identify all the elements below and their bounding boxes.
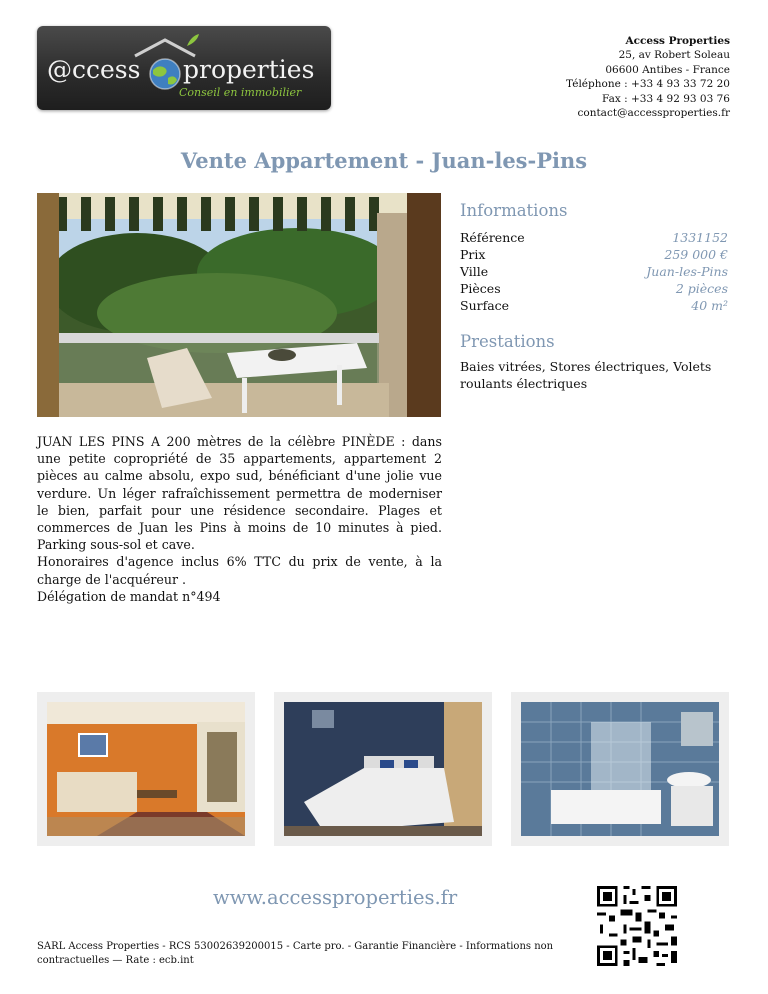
page-title: Vente Appartement - Juan-les-Pins [180, 148, 588, 173]
info-value: Juan-les-Pins [646, 264, 728, 279]
qr-code-icon [592, 883, 682, 969]
info-label: Prix [460, 247, 486, 262]
logo-brand-left: @ccess [47, 55, 141, 84]
logo-brand-right: properties [183, 55, 315, 84]
description-mandate: Délégation de mandat n°494 [37, 588, 221, 604]
agency-address: 25, av Robert Soleau [618, 49, 730, 62]
info-value: 259 000 € [664, 247, 728, 262]
agency-name: Access Properties [625, 35, 730, 47]
info-row-rooms [460, 280, 728, 297]
info-label: Ville [460, 264, 489, 279]
info-label: Référence [460, 230, 525, 245]
website-link[interactable]: www.accessproperties.fr [213, 886, 458, 909]
property-description [37, 433, 442, 605]
agency-fax: Fax : +33 4 92 93 03 76 [602, 92, 730, 105]
info-row-reference [460, 229, 728, 246]
info-row-price [460, 246, 728, 263]
information-table [460, 229, 728, 314]
prestations-heading: Prestations [460, 332, 555, 351]
info-label: Pièces [460, 281, 501, 296]
prestations-text: Baies vitrées, Stores électriques, Volets roulants électriques [460, 359, 712, 391]
agency-email[interactable]: contact@accessproperties.fr [577, 107, 730, 120]
thumbnail-bathroom[interactable] [511, 692, 729, 846]
globe-icon [150, 59, 180, 89]
info-label: Surface [460, 298, 510, 313]
leaf-icon [187, 34, 199, 46]
information-heading: Informations [460, 201, 568, 220]
main-property-photo [37, 193, 441, 417]
description-fees: Honoraires d'agence inclus 6% TTC du prix de vente, à la charge de l'acquéreur . [37, 554, 442, 587]
agency-city: 06600 Antibes - France [605, 63, 730, 76]
info-value: 40 m² [691, 298, 728, 313]
agency-logo [37, 26, 331, 110]
logo-tagline: Conseil en immobilier [179, 86, 302, 99]
thumbnail-bedroom[interactable] [274, 692, 492, 846]
description-paragraph: JUAN LES PINS A 200 mètres de la célèbre PINÈDE : dans une petite copropriété de 35 appartements, appartement 2 pièces au calme absolu, expo sud, bénéficiant d'une jolie vue verdure. Un léger rafraîchissement permettra de moderniser le bien, parfait pour une résidence secondaire. Plages et commerces de Juan les Pins à moins de 10 minutes à pied. Parking sous-sol et cave. [37, 434, 442, 553]
agency-phone: Téléphone : +33 4 93 33 72 20 [566, 78, 730, 91]
house-roof-icon [135, 40, 195, 56]
agency-contact [566, 34, 730, 120]
info-value: 2 pièces [675, 281, 728, 296]
info-row-city [460, 263, 728, 280]
info-value: 1331152 [672, 230, 728, 245]
footer-legal: SARL Access Properties - RCS 53002639200015 - Carte pro. - Garantie Financière - Informations non contractuelles — Rate : ecb.int [37, 941, 554, 966]
thumbnail-living-room[interactable] [37, 692, 255, 846]
info-row-surface [460, 297, 728, 314]
